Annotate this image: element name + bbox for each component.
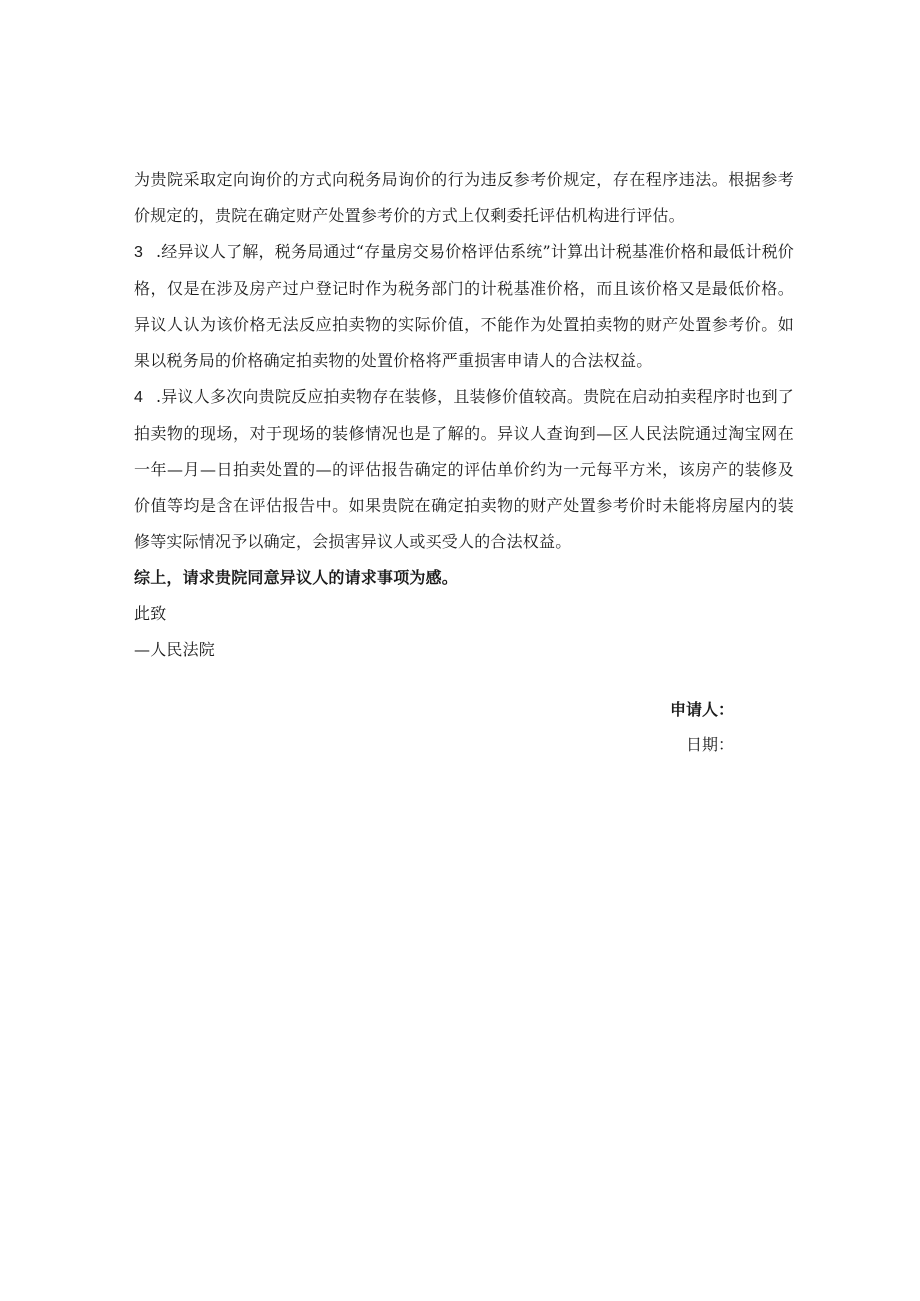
list-item-text: .异议人多次向贵院反应拍卖物存在装修，且装修价值较高。贵院在启动拍卖程序时也到了拍卖物的现场，对于现场的装修情况也是了解的。异议人查询到—区人民法院通过淘宝网在一年—月—日拍卖处置的—的评估报告确定的评估单价约为一元每平方米，该房产的装修及价值等均是含在评估报告中。如果贵院在确定拍卖物的财产处置参考价时未能将房屋内的装修等实际情况予以确定，会损害异议人或买受人的合法权益。 bbox=[134, 387, 794, 551]
list-item-number: 4 bbox=[134, 389, 144, 406]
document-body bbox=[134, 162, 794, 668]
applicant-label: 申请人： bbox=[669, 700, 734, 719]
list-item-4 bbox=[134, 379, 794, 560]
salutation: 此致 bbox=[134, 604, 167, 623]
date-label: 日期： bbox=[685, 735, 734, 754]
list-item-3 bbox=[134, 234, 794, 379]
conclusion: 综上，请求贵院同意异议人的请求事项为感。 bbox=[134, 568, 459, 587]
paragraph-procedure-violation: 为贵院采取定向询价的方式向税务局询价的行为违反参考价规定，存在程序违法。根据参考价规定的，贵院在确定财产处置参考价的方式上仅剩委托评估机构进行评估。 bbox=[134, 170, 794, 225]
list-item-number: 3 bbox=[134, 244, 144, 261]
recipient: —人民法院 bbox=[134, 640, 216, 659]
list-item-text: .经异议人了解，税务局通过“存量房交易价格评估系统”计算出计税基准价格和最低计税价格，仅是在涉及房产过户登记时作为税务部门的计税基准价格，而且该价格又是最低价格。异议人认为该价格无法反应拍卖物的实际价值，不能作为处置拍卖物的财产处置参考价。如果以税务局的价格确定拍卖物的处置价格将严重损害申请人的合法权益。 bbox=[134, 242, 794, 370]
